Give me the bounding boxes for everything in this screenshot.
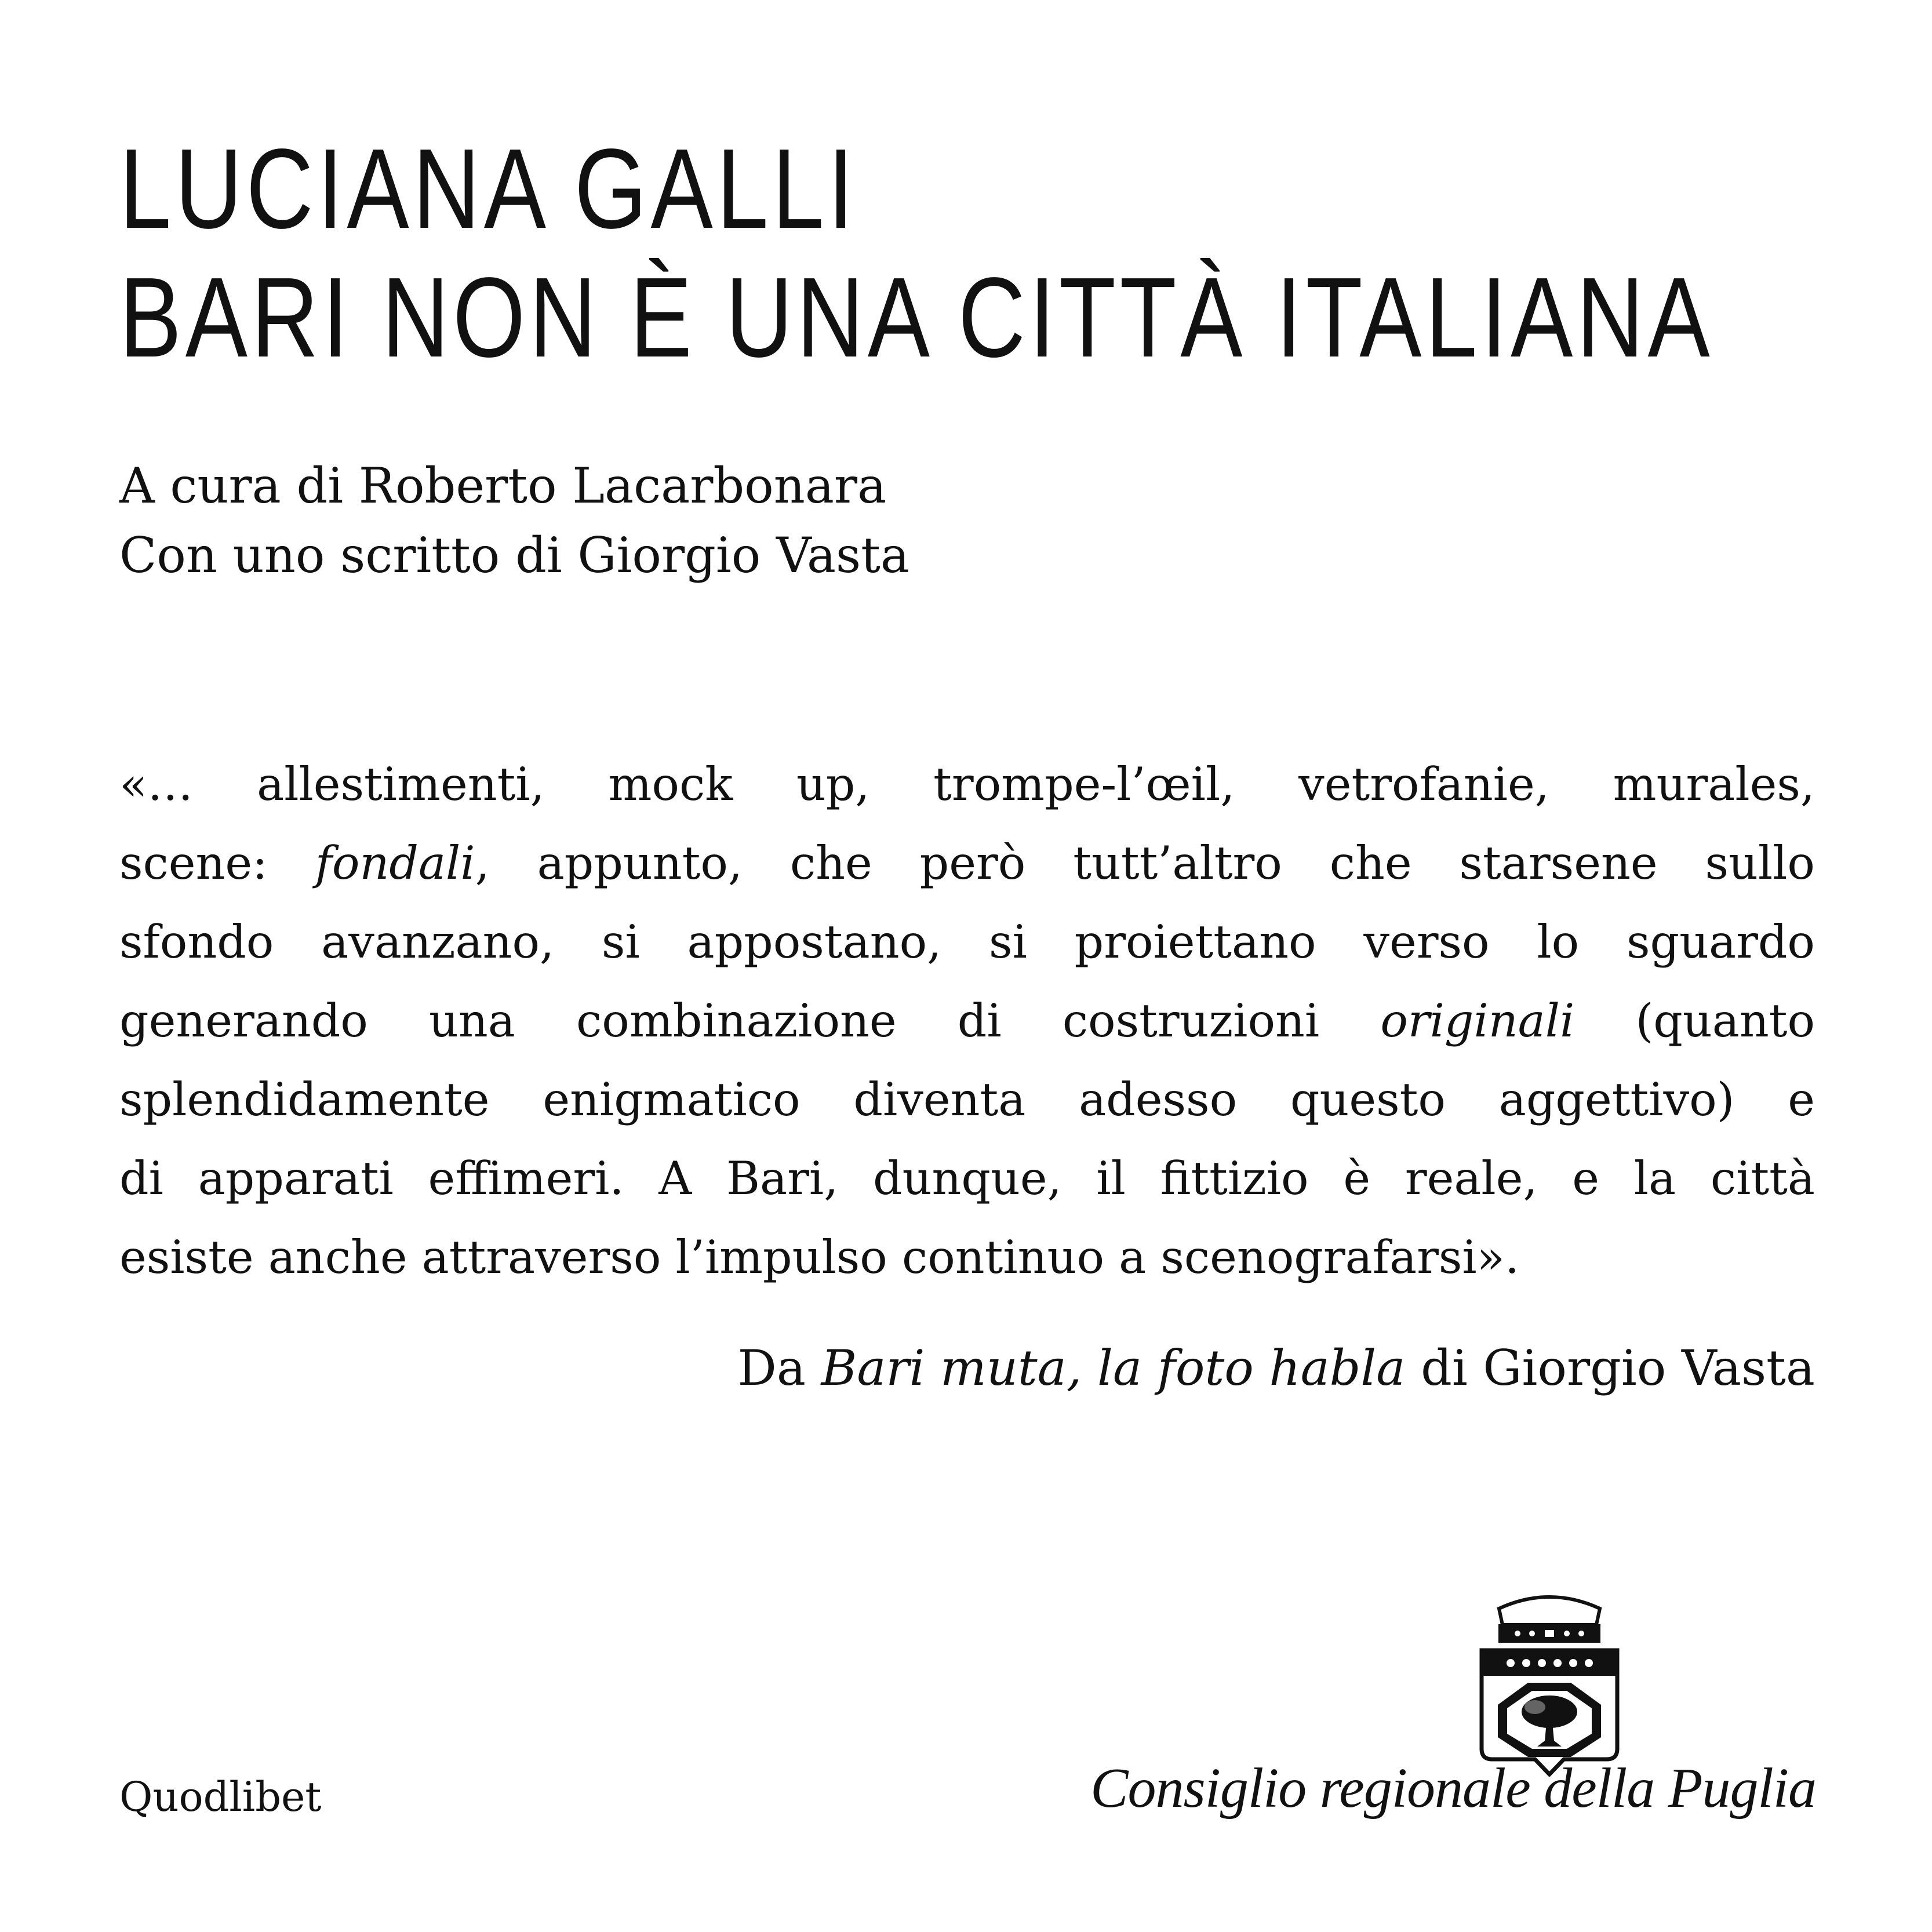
quote-line: splendidamente enigmatico diventa adesso questo aggettivo) e (119, 1073, 1815, 1126)
quote-emphasis: originali (1380, 994, 1575, 1047)
quote-line: di apparati effimeri. A Bari, dunque, il fittizio è reale, e la città (119, 1152, 1815, 1205)
publisher-name: Quodlibet (119, 1773, 322, 1821)
contributor-credit: Con uno scritto di Giorgio Vasta (119, 527, 909, 584)
quote-line: generando una combinazione di costruzioni originali (quanto (119, 994, 1815, 1047)
quote-line: esiste anche attraverso l’impulso continuo a scenografarsi». (119, 1231, 1520, 1284)
source-work-title: Bari muta, la foto habla (821, 1340, 1406, 1396)
credits (119, 451, 909, 590)
blurb-quote (119, 745, 1815, 1297)
quote-attribution: Da Bari muta, la foto habla di Giorgio Vasta (737, 1340, 1815, 1396)
book-title (119, 125, 1713, 382)
author-name: LUCIANA GALLI (119, 125, 858, 252)
puglia-coat-of-arms-icon (1477, 1585, 1622, 1777)
book-title-text: BARI NON È UNA CITTÀ ITALIANA (119, 254, 1714, 381)
institution-name: Consiglio regionale della Puglia (1090, 1757, 1816, 1820)
quote-line: «… allestimenti, mock up, trompe-l’œil, vetrofanie, murales, (119, 758, 1815, 811)
quote-line: sfondo avanzano, si appostano, si proiettano verso lo sguardo (119, 915, 1815, 969)
editor-credit: A cura di Roberto Lacarbonara (119, 457, 887, 514)
quote-emphasis: fondali (315, 836, 475, 890)
quote-line: scene: fondali, appunto, che però tutt’altro che starsene sullo (119, 836, 1815, 890)
